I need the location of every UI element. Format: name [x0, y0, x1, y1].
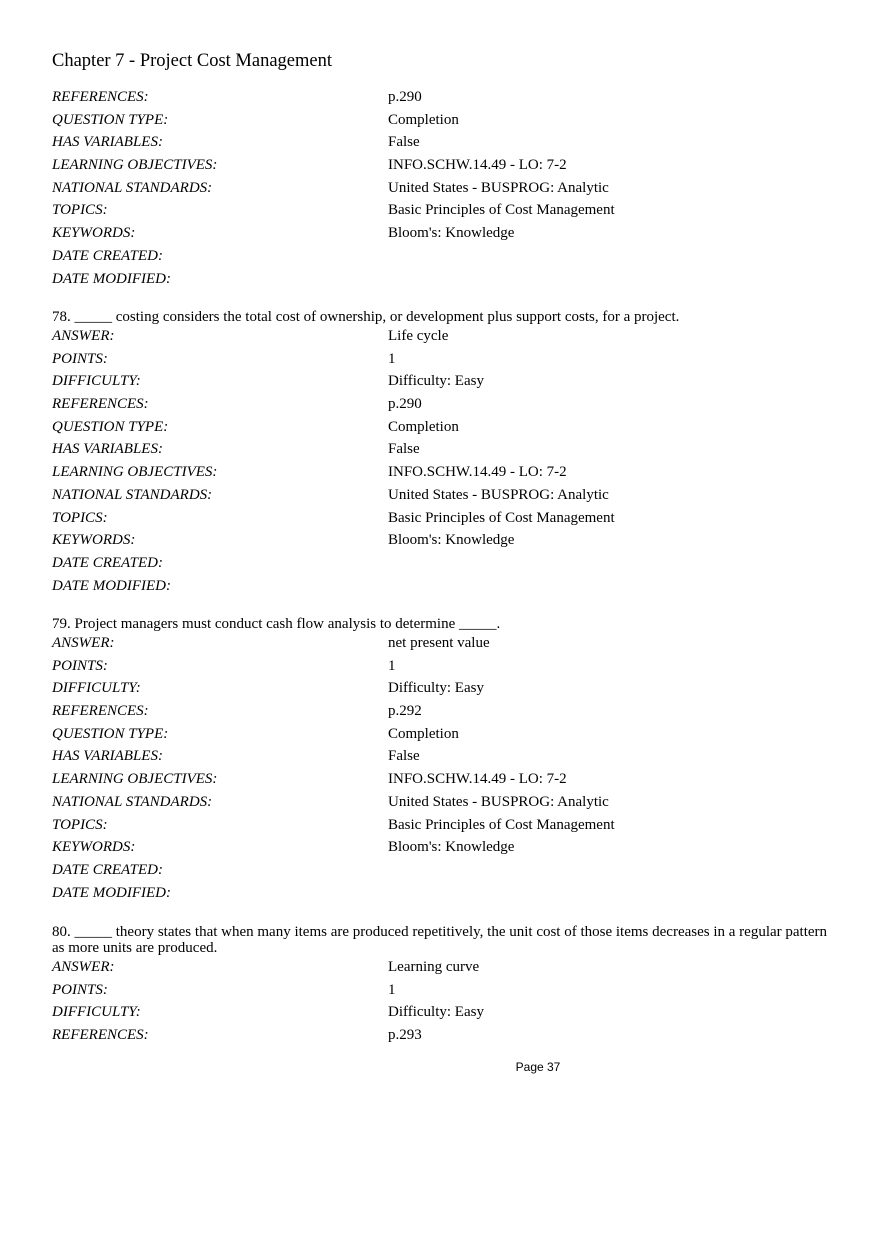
meta-value: Difficulty: Easy [388, 680, 484, 697]
meta-value: 1 [388, 981, 396, 998]
question-77-metadata [52, 86, 842, 290]
meta-row-topics [52, 507, 842, 530]
meta-row-references [52, 393, 842, 416]
meta-label: DATE CREATED: [52, 554, 163, 571]
meta-row-learning-objectives [52, 461, 842, 484]
question-80 [52, 924, 842, 1047]
meta-label: LEARNING OBJECTIVES: [52, 464, 218, 481]
meta-row-answer [52, 956, 842, 979]
meta-label: HAS VARIABLES: [52, 441, 163, 458]
meta-value: 1 [388, 657, 396, 674]
meta-label: REFERENCES: [52, 396, 149, 413]
meta-value: Completion [388, 418, 459, 435]
meta-row-date-created [52, 552, 842, 575]
meta-value: United States - BUSPROG: Analytic [388, 486, 609, 503]
meta-row-date-created [52, 859, 842, 882]
meta-label: ANSWER: [52, 959, 115, 975]
meta-label: NATIONAL STANDARDS: [52, 793, 213, 810]
meta-row-topics [52, 814, 842, 837]
meta-label: DATE MODIFIED: [52, 884, 171, 901]
meta-value: INFO.SCHW.14.49 - LO: 7-2 [388, 771, 567, 788]
question-79 [52, 616, 842, 904]
meta-row-keywords [52, 836, 842, 859]
meta-label: KEYWORDS: [52, 839, 136, 856]
meta-row-points [52, 348, 842, 371]
meta-value: Bloom's: Knowledge [388, 225, 515, 242]
meta-label: NATIONAL STANDARDS: [52, 179, 213, 196]
meta-label: ANSWER: [52, 635, 115, 651]
meta-label: TOPICS: [52, 816, 108, 833]
meta-label: TOPICS: [52, 202, 108, 219]
meta-value: Bloom's: Knowledge [388, 532, 515, 549]
meta-row-has-variables [52, 438, 842, 461]
meta-label: DATE MODIFIED: [52, 270, 171, 287]
meta-value: p.293 [388, 1027, 422, 1044]
meta-value: Life cycle [388, 328, 449, 344]
meta-row-learning-objectives [52, 154, 842, 177]
meta-row-difficulty [52, 677, 842, 700]
meta-label: HAS VARIABLES: [52, 748, 163, 765]
meta-label: DATE CREATED: [52, 247, 163, 264]
meta-row-question-type [52, 723, 842, 746]
meta-value: Completion [388, 111, 459, 128]
meta-value: Difficulty: Easy [388, 373, 484, 390]
meta-label: ANSWER: [52, 328, 115, 344]
meta-row-learning-objectives [52, 768, 842, 791]
meta-value: 1 [388, 350, 396, 367]
meta-label: KEYWORDS: [52, 225, 136, 242]
meta-row-date-created [52, 245, 842, 268]
meta-row-date-modified [52, 882, 842, 905]
meta-row-references [52, 1024, 842, 1047]
page-number: Page 37 [515, 1060, 561, 1074]
meta-row-keywords [52, 222, 842, 245]
question-78 [52, 309, 842, 597]
meta-value: Bloom's: Knowledge [388, 839, 515, 856]
meta-label: POINTS: [52, 657, 108, 674]
meta-value: Difficulty: Easy [388, 1004, 484, 1021]
meta-row-references [52, 700, 842, 723]
meta-row-points [52, 655, 842, 678]
meta-label: DATE CREATED: [52, 861, 163, 878]
meta-value: False [388, 748, 420, 765]
meta-label: QUESTION TYPE: [52, 418, 169, 435]
meta-label: LEARNING OBJECTIVES: [52, 771, 218, 788]
meta-label: TOPICS: [52, 509, 108, 526]
meta-value: United States - BUSPROG: Analytic [388, 793, 609, 810]
meta-row-keywords [52, 529, 842, 552]
meta-label: REFERENCES: [52, 1027, 149, 1044]
meta-row-national-standards [52, 484, 842, 507]
meta-label: QUESTION TYPE: [52, 725, 169, 742]
meta-row-has-variables [52, 131, 842, 154]
meta-value: p.290 [388, 396, 422, 413]
meta-value: INFO.SCHW.14.49 - LO: 7-2 [388, 464, 567, 481]
question-text: 78. _____ costing considers the total cost of ownership, or development plus support costs, for a project. [52, 309, 680, 325]
meta-label: REFERENCES: [52, 703, 149, 720]
meta-row-has-variables [52, 745, 842, 768]
meta-row-topics [52, 199, 842, 222]
meta-value: Basic Principles of Cost Management [388, 816, 615, 833]
meta-row-answer [52, 325, 842, 348]
meta-label: DIFFICULTY: [52, 680, 141, 697]
meta-label: QUESTION TYPE: [52, 111, 169, 128]
meta-row-national-standards [52, 177, 842, 200]
question-text: 79. Project managers must conduct cash flow analysis to determine _____. [52, 616, 501, 632]
meta-value: Basic Principles of Cost Management [388, 509, 615, 526]
meta-value: Completion [388, 725, 459, 742]
question-text: 80. _____ theory states that when many items are produced repetitively, the unit cost of those items decreases in a regular pattern as more units are produced. [52, 924, 828, 956]
meta-row-question-type [52, 109, 842, 132]
meta-value: False [388, 441, 420, 458]
meta-value: False [388, 134, 420, 151]
meta-row-answer [52, 632, 842, 655]
page-title: Chapter 7 - Project Cost Management [52, 51, 333, 71]
meta-value: p.290 [388, 89, 422, 105]
meta-label: DATE MODIFIED: [52, 577, 171, 594]
meta-value: INFO.SCHW.14.49 - LO: 7-2 [388, 157, 567, 174]
meta-label: NATIONAL STANDARDS: [52, 486, 213, 503]
meta-value: Learning curve [388, 959, 480, 975]
meta-row-date-modified [52, 268, 842, 291]
meta-label: POINTS: [52, 981, 108, 998]
meta-row-difficulty [52, 1001, 842, 1024]
meta-row-date-modified [52, 575, 842, 598]
meta-label: POINTS: [52, 350, 108, 367]
meta-label: KEYWORDS: [52, 532, 136, 549]
meta-row-national-standards [52, 791, 842, 814]
meta-row-question-type [52, 416, 842, 439]
meta-value: net present value [388, 635, 490, 651]
meta-row-points [52, 979, 842, 1002]
meta-value: Basic Principles of Cost Management [388, 202, 615, 219]
meta-label: LEARNING OBJECTIVES: [52, 157, 218, 174]
meta-label: REFERENCES: [52, 89, 149, 105]
meta-label: HAS VARIABLES: [52, 134, 163, 151]
meta-row-difficulty [52, 370, 842, 393]
meta-label: DIFFICULTY: [52, 373, 141, 390]
meta-value: United States - BUSPROG: Analytic [388, 179, 609, 196]
meta-row-references [52, 86, 842, 109]
meta-value: p.292 [388, 703, 422, 720]
meta-label: DIFFICULTY: [52, 1004, 141, 1021]
